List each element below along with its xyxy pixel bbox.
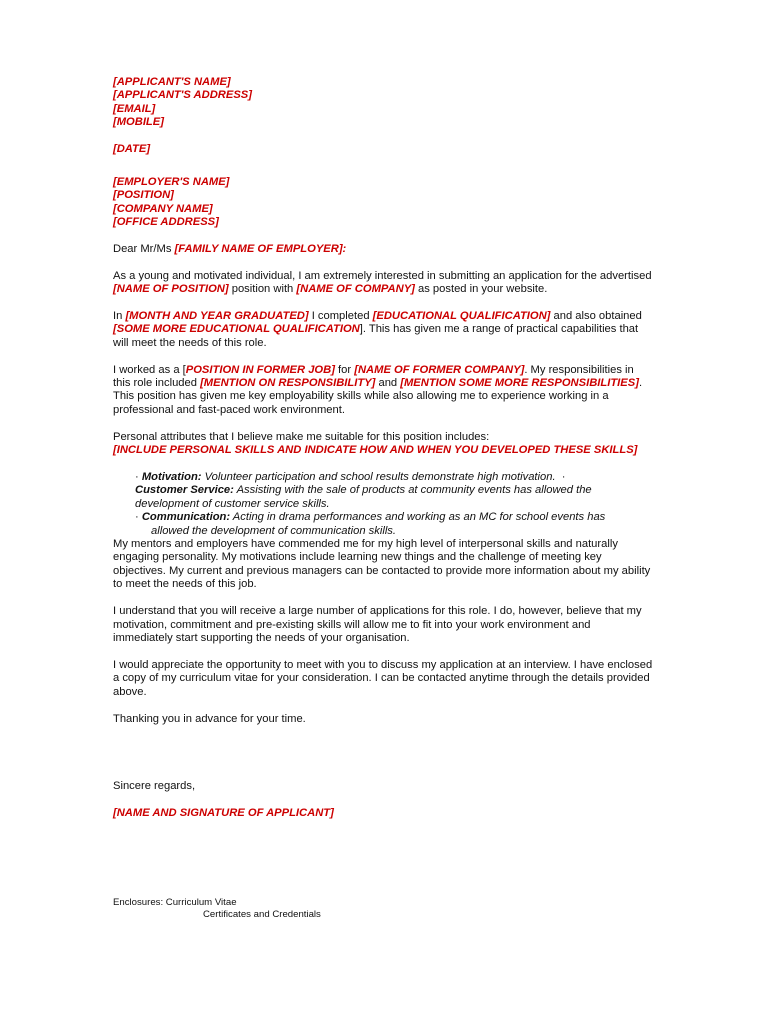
list-item [135, 471, 653, 484]
paragraph-mentors: My mentors and employers have commended me for my high level of interpersonal skills and naturally engaging personality. My motivations include learning new things and the challenge of meeting key objectives. My current and previous managers can be contacted to provide more information about my ability to meet the needs of this job. [113, 538, 651, 591]
applicant-mobile: [MOBILE] [113, 116, 164, 129]
more-qualification-placeholder: [SOME MORE EDUCATIONAL QUALIFICATION [113, 323, 360, 336]
office-address: [OFFICE ADDRESS] [113, 216, 219, 229]
skill-description: Acting in drama performances and working as an MC for school events has [230, 511, 606, 524]
enclosures-line: Certificates and Credentials [203, 909, 321, 920]
cover-letter-body [113, 76, 653, 820]
skill-title: Motivation: [141, 471, 202, 484]
skill-description: Assisting with the sale of products at community events has allowed the development of customer service skills. [135, 484, 592, 510]
skill-description-continued: allowed the development of communication skills. [151, 524, 397, 537]
employer-family-name-placeholder: [FAMILY NAME OF EMPLOYER]: [174, 242, 347, 255]
applicant-name: [APPLICANT'S NAME] [113, 76, 231, 88]
skill-description: Volunteer participation and school results demonstrate high motivation. [201, 471, 556, 484]
enclosures-line: Enclosures: Curriculum Vitae [113, 897, 237, 908]
bullet-icon: · [135, 471, 139, 484]
paragraph-education [113, 310, 653, 350]
text: I worked as a [ [113, 363, 186, 376]
text: position with [228, 282, 297, 295]
closing: Sincere regards, [113, 780, 196, 793]
text: As a young and motivated individual, I am extremely interested in submitting an application for the advertised [113, 269, 652, 282]
paragraph-thanks: Thanking you in advance for your time. [113, 712, 306, 725]
skill-title: Communication: [141, 511, 231, 524]
responsibility-placeholder: [MENTION ON RESPONSIBILITY] [200, 377, 376, 389]
applicant-block [113, 76, 653, 130]
applicant-address: [APPLICANT'S ADDRESS] [113, 89, 252, 102]
former-company-placeholder: [NAME OF FORMER COMPANY] [354, 363, 525, 376]
letter-date: [DATE] [113, 142, 151, 155]
employer-position: [POSITION] [113, 189, 174, 202]
text: Personal attributes that I believe make me suitable for this position includes: [113, 430, 490, 443]
company-placeholder: [NAME OF COMPANY] [296, 282, 415, 295]
text: and also obtained [550, 309, 642, 322]
former-position-placeholder: POSITION IN FORMER JOB] [185, 363, 335, 376]
salutation [113, 243, 653, 256]
text: and [375, 377, 401, 389]
paragraph-experience [113, 364, 653, 418]
paragraph-attributes [113, 431, 653, 458]
text: . My responsibilities in this role included [113, 363, 634, 389]
text: for [334, 363, 355, 376]
position-placeholder: [NAME OF POSITION] [113, 282, 229, 295]
bullet-icon: · [135, 511, 139, 524]
text: . This position has given me key employability skills while also allowing me to experience working in a professional and fast-paced work environment. [113, 377, 643, 416]
paragraph-understanding: I understand that you will receive a large number of applications for this role. I do, however, believe that my motivation, commitment and pre-existing skills will allow me to fit into your work environment and immediately start supporting the needs of your organisation. [113, 605, 642, 644]
more-responsibilities-placeholder: [MENTION SOME MORE RESPONSIBILITIES] [400, 377, 639, 389]
list-item [135, 511, 653, 524]
text: as posted in your website. [414, 282, 548, 295]
graduation-placeholder: [MONTH AND YEAR GRADUATED] [125, 309, 309, 322]
employer-block [113, 176, 653, 230]
bullet-icon: · [561, 471, 566, 484]
skill-title: Customer Service: [135, 484, 234, 497]
applicant-email: [EMAIL] [113, 102, 156, 115]
salutation-text: Dear Mr/Ms [113, 242, 175, 255]
signature-placeholder: [NAME AND SIGNATURE OF APPLICANT] [113, 806, 334, 819]
employer-name: [EMPLOYER'S NAME] [113, 176, 230, 189]
company-name: [COMPANY NAME] [113, 202, 213, 215]
text: ]. This has given me a range of practical capabilities that will meet the needs of this role. [113, 323, 639, 349]
qualification-placeholder: [EDUCATIONAL QUALIFICATION] [372, 309, 551, 322]
text: I completed [308, 309, 373, 322]
paragraph-interview: I would appreciate the opportunity to meet with you to discuss my application at an interview. I have enclosed a copy of my curriculum vitae for your consideration. I can be contacted anytime through the details provided above. [113, 658, 653, 698]
personal-skills-placeholder: [INCLUDE PERSONAL SKILLS AND INDICATE HOW AND WHEN YOU DEVELOPED THESE SKILLS] [113, 444, 638, 457]
skills-list [135, 471, 653, 538]
text: In [113, 309, 126, 322]
paragraph-intro [113, 270, 653, 297]
enclosures [113, 897, 321, 921]
list-item [135, 484, 653, 511]
